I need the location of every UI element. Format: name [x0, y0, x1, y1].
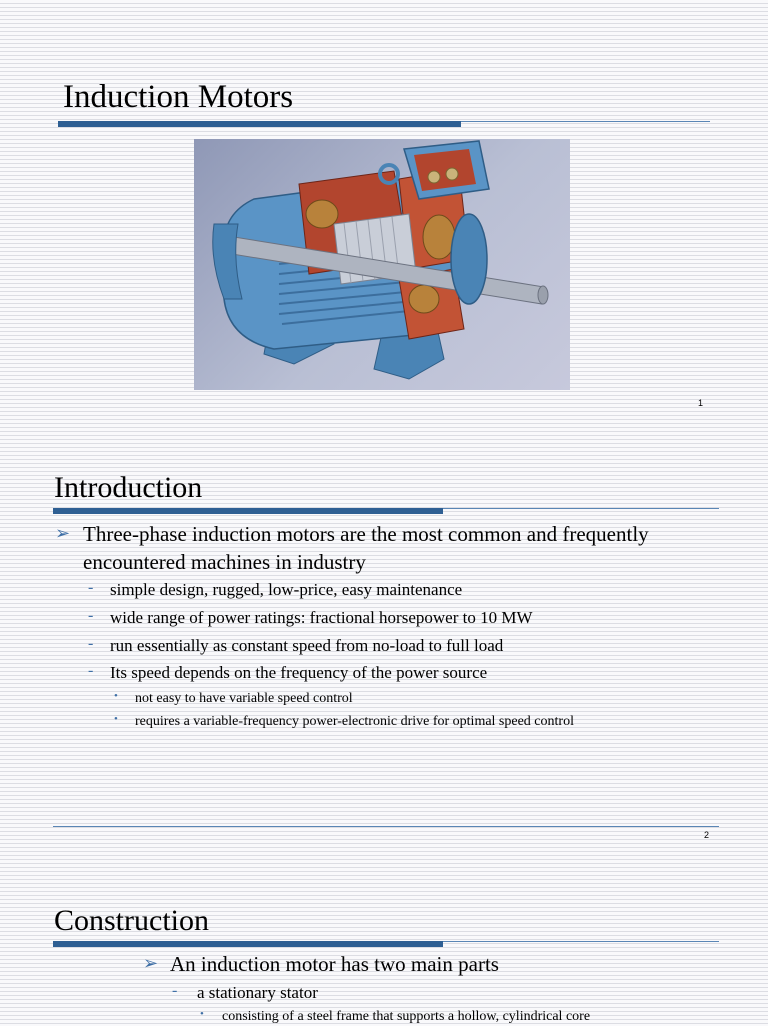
title-rule-thin	[443, 941, 719, 942]
sub-item: a stationary stator	[197, 983, 318, 1002]
footer-rule	[53, 826, 719, 827]
arrowhead-icon: ➢	[55, 523, 71, 543]
sub-item: simple design, rugged, low-price, easy maintenance	[110, 580, 463, 599]
motor-photo	[194, 139, 570, 390]
title-rule-thin	[443, 508, 719, 509]
dash-icon: -	[88, 579, 94, 596]
dot-icon: •	[200, 1008, 204, 1020]
sub-sub-item: requires a variable-frequency power-electronic drive for optimal speed control	[135, 714, 574, 729]
bullet-level1	[83, 520, 723, 576]
motor-cutaway-illustration	[194, 139, 570, 390]
dot-icon: •	[114, 690, 118, 702]
dash-icon: -	[172, 982, 178, 999]
title-rule-thin	[461, 121, 710, 122]
dot-icon: •	[114, 713, 118, 725]
dash-icon: -	[88, 607, 94, 624]
slide-title: Construction	[54, 904, 209, 937]
title-rule-thick	[53, 508, 443, 514]
dash-icon: -	[88, 662, 94, 679]
title-rule-thick	[53, 941, 443, 947]
slide-title: Introduction	[54, 471, 203, 504]
sub-sub-item: not easy to have variable speed control	[135, 691, 353, 706]
dash-icon: -	[88, 635, 94, 652]
slide-title: Induction Motors	[63, 79, 294, 115]
sub-item: Its speed depends on the frequency of the power source	[110, 663, 488, 682]
sub-sub-item: consisting of a steel frame that supports a hollow, cylindrical core	[222, 1009, 591, 1024]
bullet-level1: An induction motor has two main parts	[170, 952, 499, 976]
slide-number: 1	[698, 398, 704, 408]
sub-item: run essentially as constant speed from no-load to full load	[110, 636, 504, 655]
arrowhead-icon: ➢	[143, 953, 159, 973]
slide-number: 2	[704, 830, 710, 840]
title-rule-thick	[58, 121, 461, 127]
sub-item: wide range of power ratings: fractional horsepower to 10 MW	[110, 608, 533, 627]
bullet-line: Three-phase induction motors are the most common and frequently	[83, 522, 649, 546]
bullet-line: encountered machines in industry	[83, 550, 366, 574]
